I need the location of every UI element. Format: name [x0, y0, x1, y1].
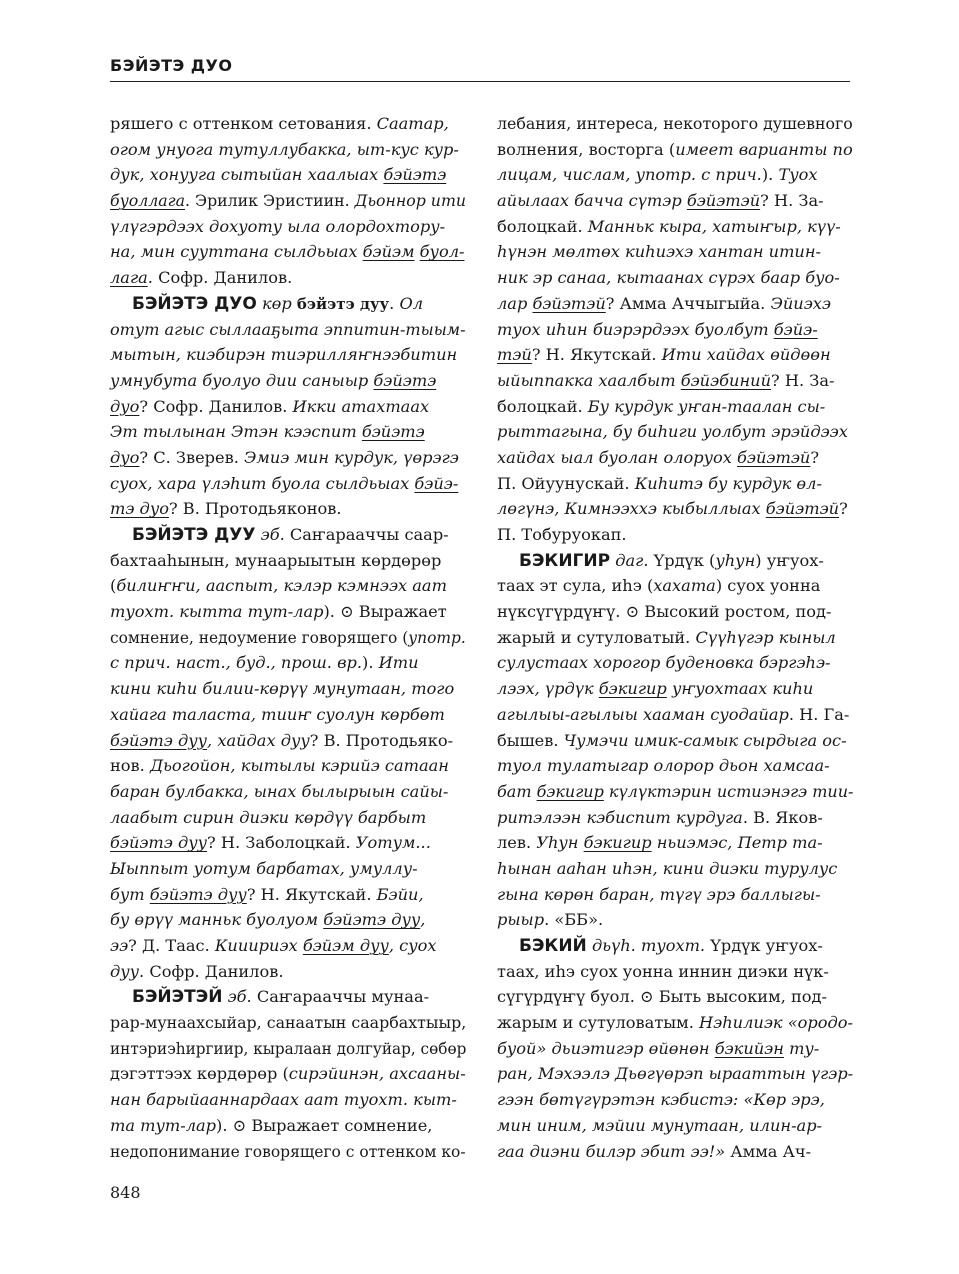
text-line: [110, 548, 466, 574]
text-line: [497, 907, 853, 933]
example-text: уҥуохтаах киһи: [666, 679, 814, 699]
text-line: [110, 188, 467, 214]
example-text: гаа диэни билэр эбит ээ!»: [497, 1141, 726, 1161]
underlined-form: бэкигир: [583, 833, 652, 853]
example-text: туох иһин биэрэрдээх буолбут: [497, 319, 774, 339]
example-text: лицам, числам, употр. с прич.: [497, 165, 762, 185]
example-text: һүнэн мөлтөх киһиэхэ хантан итин-: [497, 242, 821, 262]
example-text: Дьоннор ити: [354, 191, 467, 211]
definition-text: ? Н. За-: [771, 370, 835, 390]
example-text: Туох: [778, 165, 818, 185]
text-line: [497, 984, 853, 1010]
example-text: лар: [497, 293, 533, 313]
text-line: [497, 1139, 853, 1165]
text-line: [497, 214, 853, 240]
example-text: көр: [256, 293, 297, 313]
text-line: [110, 1139, 466, 1165]
example-text: гына көрөн баран, түгү эрэ баллыгы-: [497, 884, 821, 904]
definition-text: ? Софр. Данилов.: [139, 396, 293, 416]
definition-text: ).: [761, 165, 779, 185]
text-line: [497, 111, 853, 137]
definition-text: ?: [839, 499, 848, 519]
example-text: отут агыс сыллааҕыта эппитин-тыым-: [110, 319, 466, 339]
underlined-form: бэйэтэ дуу: [323, 910, 421, 930]
underlined-form: бэйэтэ: [373, 370, 437, 390]
example-text: лаабыт сирин диэки көрдүү барбыт: [110, 807, 427, 827]
underlined-form: бэйэтэ дуу: [149, 884, 247, 904]
example-text: суох, хара үлэһит буола сылдьыах: [110, 473, 415, 493]
text-line: [497, 650, 853, 676]
headword: БЭЙЭТЭЙ: [132, 987, 223, 1008]
text-line: [497, 1087, 853, 1113]
text-line: [497, 368, 853, 394]
example-text: уһун: [715, 550, 756, 570]
underlined-form: бэкигир: [536, 781, 604, 801]
underlined-form: дуо: [110, 396, 140, 416]
text-line: [497, 728, 853, 754]
text-line: [110, 676, 466, 702]
example-text: бу өрүү манньк буолуом: [110, 910, 324, 930]
example-text: употр.: [408, 627, 466, 647]
example-text: сирэйинэн, ахсааны-: [288, 1064, 466, 1084]
text-line: [110, 239, 466, 265]
definition-text: ? В. Протодьяконов.: [168, 499, 342, 519]
text-line: [497, 265, 853, 291]
text-line: [497, 445, 853, 471]
example-text: рыттагына, бу биһиги уолбут эрэйдээх: [497, 422, 848, 442]
definition-text: Амма Ач-: [725, 1141, 812, 1161]
definition-text: . В. Яков-: [742, 807, 823, 827]
text-line: [110, 265, 466, 291]
example-text: нан барыйааннардаах аат туохт. кыт-: [110, 1090, 457, 1110]
definition-text: ? Д. Таас.: [128, 936, 215, 955]
example-text: , суох: [388, 936, 437, 955]
underlined-form: бэйэ-: [773, 319, 818, 339]
definition-text: . Н. Га-: [788, 704, 850, 724]
underlined-form: бэйэм: [362, 242, 415, 262]
cross-reference: бэйэтэ дуу: [296, 294, 390, 313]
text-line: [497, 882, 853, 908]
left-column: [110, 111, 466, 1164]
text-line: [497, 137, 853, 163]
definition-text: волнения, восторга (: [497, 139, 676, 159]
definition-text: П. Тобуруокап.: [497, 525, 627, 544]
example-text: туохт. кытта тут-лар: [110, 602, 324, 622]
example-text: Кииириэх: [214, 936, 303, 955]
definition-text: ? Н. За-: [760, 191, 824, 211]
definition-text: ) суох уонна: [715, 576, 821, 596]
headword: БЭЙЭТЭ ДУУ: [132, 525, 256, 545]
example-text: Саатар,: [376, 114, 449, 133]
definition-text: жарым и сутуловатым.: [497, 1013, 700, 1033]
example-text: хайага таласта, тииҥ суолун көрбөт: [110, 704, 445, 724]
example-text: гээн бөтүгүрэтэн кэбистэ: «Көр эрэ,: [497, 1090, 825, 1110]
definition-text: болоцкай.: [497, 216, 588, 236]
text-line: [497, 959, 853, 985]
example-text: дуу: [110, 961, 140, 981]
text-line: [110, 368, 466, 394]
definition-text: П. Ойуунускай.: [497, 473, 635, 493]
definition-text: ) уҥуох-: [755, 550, 824, 570]
definition-text: . «ББ».: [544, 910, 604, 930]
example-text: Эйиэхэ: [770, 293, 831, 313]
headword: БЭКИЙ: [519, 936, 587, 956]
example-text: кини киһи билии-көрүү мунутаан, того: [110, 679, 455, 699]
text-line: [497, 805, 853, 831]
text-line: [497, 188, 853, 214]
text-line: [110, 907, 466, 933]
example-text: на, мин сууттана сылдьыах: [110, 242, 363, 262]
text-line: [110, 342, 466, 368]
underlined-form: бэйэтэй: [737, 447, 811, 467]
example-text: Манньк кыра, хатыҥыр, күү-: [587, 216, 841, 236]
example-text: с прич. наст., буд., прош. вр.: [110, 653, 363, 673]
text-line: [110, 882, 466, 908]
text-line: [497, 1061, 852, 1087]
text-line: [497, 548, 853, 574]
underlined-form: буол-: [419, 242, 465, 262]
text-line: [110, 111, 466, 137]
example-text: Ол: [399, 293, 424, 313]
underlined-form: буоллага: [110, 191, 186, 211]
text-line: [497, 1036, 853, 1062]
text-line: [110, 214, 466, 240]
definition-text: нов.: [110, 756, 150, 776]
page-number: 848: [110, 1183, 141, 1202]
text-line: [497, 239, 853, 265]
text-line: [497, 599, 853, 625]
text-line: [110, 1061, 466, 1087]
text-line: [497, 779, 854, 805]
definition-text: . Эрилик Эристиин.: [185, 191, 355, 211]
definition-text: ? Амма Аччыгыйа.: [605, 293, 771, 313]
definition-text: ). ⊙ Выражает: [323, 602, 447, 622]
example-text: умнубута буолуо дии саныыр: [110, 370, 374, 390]
text-line: [497, 471, 853, 497]
text-line: [110, 625, 466, 651]
definition-text: ? Н. Заболоцкай.: [207, 833, 356, 853]
text-line: [110, 471, 466, 497]
example-text: Уһун: [536, 833, 584, 853]
text-line: [110, 984, 466, 1010]
definition-text: таах эт сула, иһэ (: [497, 576, 654, 596]
definition-text: рар-мунаахсыйар, санаатын саарбахтыыр,: [110, 1013, 467, 1033]
underlined-form: бэйэбиний: [680, 370, 771, 390]
underlined-form: бэйэтэй: [532, 293, 606, 313]
definition-text: ?: [810, 447, 819, 467]
text-line: [110, 1113, 466, 1139]
example-text: ритэлээн кэбиспит курдуга: [497, 807, 743, 827]
definition-text: ряшего с оттенком сетования.: [110, 114, 377, 133]
text-line: [110, 702, 466, 728]
text-line: [497, 291, 853, 317]
example-text: Бу курдук уҥан-таалан сы-: [587, 396, 826, 416]
example-text: хайдах ыал буолан олоруох: [497, 447, 738, 467]
example-text: ыйыппакка хаалбыт: [497, 370, 681, 390]
example-text: билиҥҥи, ааспыт, кэлэр кэмнээх аат: [116, 576, 447, 596]
example-text: дьүһ. туохт.: [586, 936, 711, 955]
right-column: [497, 111, 853, 1164]
example-text: агылыы-агылыы хааман суодайар: [497, 704, 789, 724]
definition-text: жарый и сутуловатый.: [497, 627, 696, 647]
text-line: [497, 676, 853, 702]
example-text: сулустаах хорогор буденовка бэргэһэ-: [497, 653, 831, 673]
example-text: та тут-лар: [110, 1115, 217, 1135]
text-line: [110, 856, 466, 882]
definition-text: лев.: [497, 833, 537, 853]
example-text: ньиэмэс, Петр та-: [651, 833, 823, 853]
text-line: [497, 933, 853, 959]
header-rule: [110, 81, 850, 82]
underlined-form: бэйэтэ дуу: [110, 833, 208, 853]
example-text: Ити: [378, 653, 419, 673]
definition-text: интэриэһиргиир, кыралаан долгуйар, сөбөр: [110, 1038, 467, 1058]
definition-text: .: [389, 293, 400, 313]
definition-text: ? Н. Якутскай.: [531, 345, 662, 365]
text-line: [110, 522, 466, 548]
example-text: хахата: [653, 576, 716, 596]
definition-text: ? С. Зверев.: [139, 447, 245, 467]
example-text: эб.: [255, 525, 290, 544]
underlined-form: тэй: [497, 345, 532, 365]
example-text: Бэйи,: [376, 884, 424, 904]
text-line: [110, 650, 466, 676]
text-line: [110, 573, 466, 599]
example-text: Сүүһүгэр кыныл: [695, 627, 836, 647]
example-text: Киһитэ бу курдук өл-: [634, 473, 822, 493]
example-text: эб.: [222, 987, 257, 1007]
definition-text: . Софр. Данилов.: [139, 961, 284, 981]
underlined-form: бэйэтэй: [765, 499, 840, 519]
example-text: ник эр санаа, кытаанах сүрэх баар буо-: [497, 268, 840, 288]
definition-text: бахтааһынын, мунаарыытын көрдөрөр: [110, 550, 442, 570]
example-text: Икки атахтаах: [292, 396, 430, 416]
underlined-form: бэкийэн: [714, 1038, 784, 1058]
headword: БЭКИГИР: [519, 550, 611, 571]
example-text: даг.: [610, 550, 654, 570]
definition-text: болоцкай.: [497, 396, 588, 416]
definition-text: ).: [362, 653, 379, 673]
text-line: [497, 573, 853, 599]
example-text: Чумэчи имик-самык сырдыга ос-: [563, 730, 847, 750]
example-text: Нэһилиэк «ородо-: [699, 1013, 853, 1033]
text-line: [497, 702, 853, 728]
text-line: [110, 162, 466, 188]
text-line: [497, 1010, 853, 1036]
text-line: [110, 753, 466, 779]
text-line: [497, 162, 853, 188]
underlined-form: тэ дуо: [110, 499, 169, 519]
underlined-form: бэйэтэ: [361, 422, 425, 442]
example-text: рыыр: [497, 910, 545, 930]
definition-text: таах, иһэ суох уонна иннин диэки нүк-: [497, 961, 829, 981]
underlined-form: бэйэтэ: [383, 165, 447, 185]
text-line: [497, 419, 853, 445]
text-line: [110, 445, 466, 471]
underlined-form: бэкигир: [598, 679, 667, 699]
text-line: [110, 291, 466, 317]
example-text: имеет варианты по: [675, 139, 853, 159]
text-line: [110, 728, 466, 754]
example-text: һынан ааһан иһэн, кини диэки турулус: [497, 858, 838, 878]
text-line: [110, 137, 466, 163]
definition-text: ? Н. Якутскай.: [246, 884, 377, 904]
running-head: БЭЙЭТЭ ДУО: [110, 56, 233, 75]
example-text: Эмиэ мин курдук, үөрэгэ: [244, 447, 459, 467]
headword: БЭЙЭТЭ ДУО: [132, 293, 257, 314]
definition-text: . Софр. Данилов.: [147, 268, 293, 288]
definition-text: (: [110, 576, 117, 596]
definition-text: лебания, интереса, некоторого душевного: [497, 114, 853, 133]
text-line: [497, 394, 853, 420]
example-text: ,: [420, 910, 426, 930]
example-text: күлүктэрин истиэнэгэ тии-: [603, 781, 854, 801]
example-text: ту-: [783, 1038, 820, 1058]
text-line: [497, 522, 853, 548]
example-text: Ити хайдах өйдөөн: [661, 345, 831, 365]
example-text: огом унуога тутуллубакка, ыт-кус кур-: [110, 139, 459, 159]
example-text: лөгүнэ, Кимнээххэ кыбыллыах: [497, 499, 766, 519]
definition-text: Саҥарааччы мунаа-: [256, 987, 430, 1007]
definition-text: сүгүрдүҥү буол. ⊙ Быть высоким, под-: [497, 987, 827, 1007]
example-text: Дьогойон, кытылы кэрийэ сатаан: [149, 756, 449, 776]
text-line: [110, 779, 466, 805]
example-text: баран булбакка, ынах былырыын сайы-: [110, 781, 449, 801]
text-line: [110, 599, 466, 625]
example-text: айылаах бачча сүтэр: [497, 191, 687, 211]
example-text: , хайдах дуу: [207, 730, 310, 750]
definition-text: дэгэттээх көрдөрөр (: [110, 1064, 289, 1084]
text-line: [110, 496, 466, 522]
example-text: буой» дьиэтигэр өйөнөн: [497, 1038, 715, 1058]
underlined-form: бэйэтэй: [686, 191, 761, 211]
underlined-form: бэйэм дуу: [302, 936, 389, 955]
example-text: ээ: [110, 936, 129, 955]
example-text: Эт тылынан Этэн кээспит: [110, 422, 362, 442]
definition-text: ). ⊙ Выражает сомнение,: [216, 1115, 433, 1135]
definition-text: Саҥарааччы саар-: [289, 525, 449, 544]
definition-text: недопонимание говорящего с оттенком ко-: [110, 1141, 466, 1161]
underlined-form: лага: [110, 268, 148, 288]
text-line: [110, 1036, 467, 1062]
text-line: [110, 419, 466, 445]
definition-text: ? В. Протодьяко-: [309, 730, 454, 750]
example-text: үлүгэрдээх дохуоту ыла олордохтору-: [110, 216, 446, 236]
text-line: [497, 317, 853, 343]
example-text: лээх, үрдүк: [497, 679, 599, 699]
text-line: [497, 753, 853, 779]
definition-text: Үрдүк (: [653, 550, 716, 570]
underlined-form: дуо: [110, 447, 140, 467]
text-line: [497, 496, 853, 522]
text-line: [110, 805, 466, 831]
definition-text: Үрдүк уҥуох-: [710, 936, 823, 955]
example-text: ран, Мэхээлэ Дьөгүөрэп ырааттын үгэр-: [497, 1064, 854, 1084]
definition-text: бышев.: [497, 730, 564, 750]
text-line: [110, 933, 466, 959]
text-line: [110, 1010, 467, 1036]
text-line: [110, 830, 466, 856]
example-text: мин иним, мэйии мунутаан, илин-ар-: [497, 1115, 823, 1135]
example-text: бут: [110, 884, 150, 904]
text-line: [497, 342, 853, 368]
text-line: [110, 394, 466, 420]
text-line: [497, 1113, 853, 1139]
example-text: бат: [497, 781, 537, 801]
example-text: Уотум...: [355, 833, 431, 853]
text-line: [110, 959, 466, 985]
example-text: мытын, киэбирэн тиэрилляҥнээбитин: [110, 345, 458, 365]
text-line: [110, 317, 466, 343]
text-line: [497, 625, 853, 651]
text-line: [110, 1087, 466, 1113]
definition-text: сомнение, недоумение говорящего (: [110, 627, 409, 647]
example-text: туол тулатыгар олорор дьон хамсаа-: [497, 756, 830, 776]
definition-text: нүксүгүрдүҥү. ⊙ Высокий ростом, под-: [497, 602, 832, 622]
underlined-form: бэйэ-: [414, 473, 459, 493]
example-text: Ыыппыт уотум барбатах, умуллу-: [110, 858, 418, 878]
example-text: дук, хонууга сытыйан хаалыах: [110, 165, 384, 185]
underlined-form: бэйэтэ дуу: [110, 730, 208, 750]
text-line: [497, 830, 853, 856]
text-line: [497, 856, 853, 882]
